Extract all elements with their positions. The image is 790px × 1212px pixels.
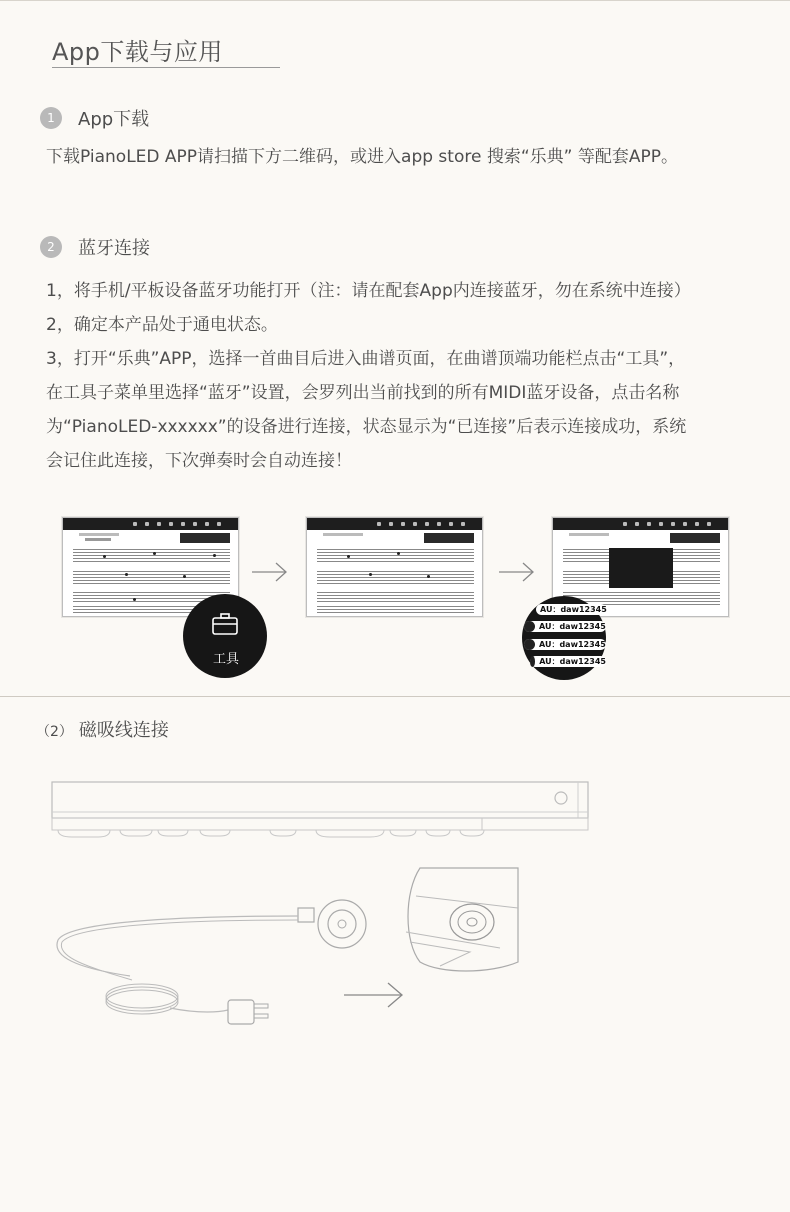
instruction-line: 在工具子菜单里选择“蓝牙”设置，会罗列出当前找到的所有MIDI蓝牙设备，点击名称 — [46, 383, 680, 403]
section-title-text: 磁吸线连接 — [78, 720, 169, 741]
bluetooth-icon — [524, 639, 535, 650]
keyboard-bar-illustration — [50, 780, 592, 842]
instruction-line: 为“PianoLED-xxxxxx”的设备进行连接，状态显示为“已连接”后表示连接成功，系统 — [46, 417, 687, 437]
step-number-badge: 1 — [40, 107, 62, 129]
instruction-line: 1，将手机/平板设备蓝牙功能打开（注：请在配套App内连接蓝牙，勿在系统中连接） — [46, 281, 691, 301]
toolbox-icon — [212, 613, 238, 635]
bluetooth-icon — [524, 621, 535, 632]
magnetic-cable-illustration — [50, 880, 380, 1030]
arrow-right-icon — [497, 560, 537, 584]
bluetooth-device-badge — [522, 596, 606, 680]
bt-device-item[interactable]: AU：daw12345 — [524, 639, 606, 650]
step-title: App下载 — [78, 109, 150, 130]
tool-label: 工具 — [213, 652, 240, 667]
top-divider — [0, 0, 790, 1]
title-underline — [52, 67, 280, 68]
instruction-line: 会记住此连接，下次弹奏时会自动连接！ — [46, 451, 352, 471]
download-instructions: 下载PianoLED APP请扫描下方二维码，或进入app store 搜索“乐典” 等配套APP。 — [46, 147, 678, 167]
bluetooth-instructions — [46, 274, 691, 478]
step-bluetooth — [40, 234, 150, 260]
arrow-right-icon — [250, 560, 290, 584]
bt-device-item[interactable]: AU：daw12345 — [536, 604, 606, 615]
arrow-right-icon — [342, 980, 406, 1010]
instruction-line: 2，确定本产品处于通电状态。 — [46, 315, 278, 335]
bt-device-item[interactable]: AU：daw12345 — [530, 656, 606, 667]
page-title: App下载与应用 — [52, 38, 223, 66]
instruction-line: 3，打开“乐典”APP，选择一首曲目后进入曲谱页面，在曲谱顶端功能栏点击“工具”， — [46, 349, 686, 369]
tool-badge — [183, 594, 267, 678]
bluetooth-icon — [530, 656, 535, 667]
connector-detail-illustration — [400, 862, 524, 980]
section-divider — [0, 696, 790, 697]
app-screenshot-toolbar — [306, 517, 483, 617]
step-download — [40, 105, 149, 131]
step-number-badge: 2 — [40, 236, 62, 258]
bluetooth-popup — [609, 548, 673, 588]
section-title — [36, 716, 169, 742]
section-number: （2） — [36, 724, 73, 740]
bt-device-item[interactable]: AU：daw12345 — [524, 621, 606, 632]
step-title: 蓝牙连接 — [78, 238, 150, 259]
